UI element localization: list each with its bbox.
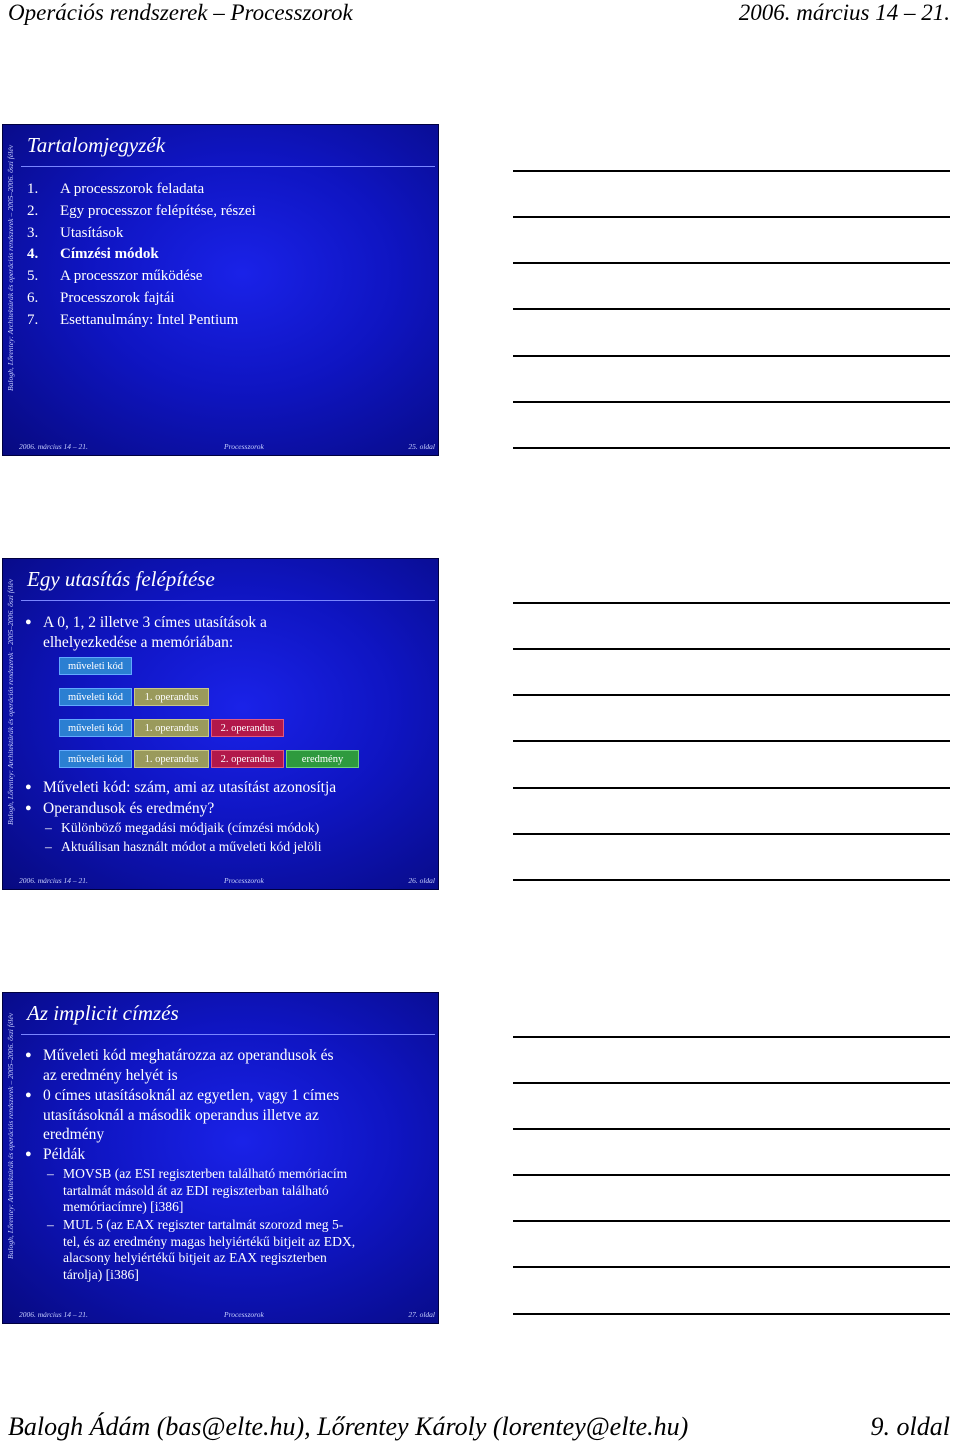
toc-number: 3.: [27, 224, 39, 241]
toc-item: [27, 266, 256, 288]
page-header: [0, 0, 960, 30]
note-line: [513, 1174, 950, 1176]
slide-footer-page: 27. oldal: [408, 1310, 435, 1319]
note-line: [513, 401, 950, 403]
toc-label: Utasítások: [60, 224, 124, 241]
sub-bullet-item: [45, 839, 435, 856]
toc-number: 1.: [27, 181, 39, 197]
sub-bullet-continuation: tárolja) [i386]: [63, 1267, 139, 1283]
slide-footer-date: 2006. március 14 – 21.: [19, 1310, 88, 1319]
bullet-icon: ●: [25, 1049, 32, 1061]
slide-side-label: Balogh, Lőrentey: Architektúrák és operációs rendszerek – 2005–2006. őszi félév: [6, 144, 15, 391]
sub-bullet-text: MOVSB (az ESI regiszterben található memóriacím: [63, 1166, 348, 1181]
bullet-item: [25, 1046, 433, 1085]
page-footer: [0, 1412, 960, 1448]
dash-icon: –: [45, 820, 52, 835]
slide-footer-topic: Processzorok: [224, 876, 264, 885]
note-line: [513, 1128, 950, 1130]
page-footer-page-number: 9. oldal: [870, 1412, 950, 1441]
slide-footer-page: 25. oldal: [408, 442, 435, 451]
opcode-block: műveleti kód: [59, 750, 132, 768]
toc-list: [27, 179, 256, 332]
bullet-icon: ●: [25, 1089, 32, 1101]
bullet-icon: ●: [25, 616, 32, 628]
toc-number: 4.: [27, 246, 39, 263]
sub-bullet-text: Különböző megadási módjaik (címzési módok): [61, 820, 320, 835]
note-line: [513, 216, 950, 218]
page-header-title: Operációs rendszerek – Processzorok: [8, 0, 353, 25]
note-line: [513, 170, 950, 172]
bullet-text: 0 címes utasításoknál az egyetlen, vagy 1 címes: [43, 1087, 340, 1104]
bullet-text-continuation: elhelyezkedése a memóriában:: [43, 633, 234, 651]
slide-footer-page: 26. oldal: [408, 876, 435, 885]
bullet-item: [25, 1086, 433, 1145]
dash-icon: –: [45, 839, 52, 854]
bullet-item: [25, 613, 433, 652]
bullet-icon: ●: [25, 1148, 32, 1160]
page-header-date: 2006. március 14 – 21.: [738, 0, 950, 25]
bullet-text-continuation: utasításoknál a második operandus illetve az: [43, 1106, 319, 1124]
result-block: eredmény: [286, 750, 359, 768]
toc-item: [27, 223, 256, 245]
toc-number: 7.: [27, 311, 39, 328]
toc-label: Processzorok fajtái: [60, 289, 175, 306]
slide-footer-topic: Processzorok: [224, 442, 264, 451]
sub-bullet-continuation: alacsony helyiértékű bitjeit az EAX regiszterben: [63, 1250, 327, 1266]
note-line: [513, 355, 950, 357]
bullet-text: Műveleti kód meghatározza az operandusok és: [43, 1047, 334, 1064]
toc-label: A processzorok feladata: [60, 181, 205, 197]
operand1-block: 1. operandus: [134, 719, 209, 737]
note-line: [513, 1036, 950, 1038]
toc-number: 6.: [27, 289, 39, 306]
slide-title: Egy utasítás felépítése: [27, 567, 215, 591]
slide-table-of-contents: [2, 124, 439, 456]
opcode-block: műveleti kód: [59, 719, 132, 737]
opcode-block: műveleti kód: [59, 688, 132, 706]
dash-icon: –: [47, 1166, 54, 1181]
note-line: [513, 648, 950, 650]
note-line: [513, 740, 950, 742]
note-line: [513, 602, 950, 604]
slide-implicit-addressing: [2, 992, 439, 1324]
sub-bullet-text: Aktuálisan használt módot a műveleti kód jelöli: [61, 839, 322, 854]
bullet-text: A 0, 1, 2 illetve 3 címes utasítások a: [43, 614, 267, 631]
operand1-block: 1. operandus: [134, 750, 209, 768]
bullet-icon: ●: [25, 781, 32, 793]
toc-item: [27, 179, 256, 201]
toc-item: [27, 244, 256, 266]
note-line: [513, 1266, 950, 1268]
note-line: [513, 262, 950, 264]
toc-label: Esettanulmány: Intel Pentium: [60, 311, 239, 328]
toc-item: [27, 288, 256, 310]
slide-footer: [19, 876, 435, 888]
toc-label: Egy processzor felépítése, részei: [60, 202, 256, 219]
slide-footer: [19, 442, 435, 454]
title-divider: [21, 1034, 435, 1035]
toc-label: Címzési módok: [60, 246, 159, 263]
toc-item: [27, 310, 256, 332]
sub-bullet-continuation: tel, és az eredmény magas helyiértékű bitjeit az EDX,: [63, 1233, 356, 1249]
dash-icon: –: [47, 1217, 54, 1232]
note-line: [513, 1313, 950, 1315]
slide-footer-topic: Processzorok: [224, 1310, 264, 1319]
toc-number: 5.: [27, 268, 39, 285]
bullet-text-continuation: eredmény: [43, 1126, 105, 1144]
slide-footer-date: 2006. március 14 – 21.: [19, 442, 88, 451]
bullet-text-continuation: az eredmény helyét is: [43, 1066, 178, 1084]
slide-side-label: Balogh, Lőrentey: Architektúrák és operációs rendszerek – 2005–2006. őszi félév: [6, 578, 15, 825]
bullet-item: [25, 799, 433, 819]
page-footer-authors: Balogh Ádám (bas@elte.hu), Lőrentey Károly (lorentey@elte.hu): [8, 1412, 689, 1441]
note-line: [513, 694, 950, 696]
title-divider: [21, 600, 435, 601]
sub-bullet-item: [47, 1166, 437, 1216]
toc-number: 2.: [27, 202, 39, 219]
sub-bullet-item: [45, 820, 435, 837]
title-divider: [21, 166, 435, 167]
bullet-icon: ●: [25, 802, 32, 814]
bullet-text: Példák: [43, 1146, 86, 1163]
bullet-text: Operandusok és eredmény?: [43, 800, 215, 817]
slide-footer: [19, 1310, 435, 1322]
sub-bullet-text: MUL 5 (az EAX regiszter tartalmát szorozd meg 5-: [63, 1217, 344, 1232]
slide-instruction-structure: [2, 558, 439, 890]
toc-item: [27, 201, 256, 223]
slide-title: Az implicit címzés: [27, 1001, 179, 1025]
opcode-block: műveleti kód: [59, 657, 132, 675]
note-line: [513, 308, 950, 310]
sub-bullet-continuation: tartalmát másold át az EDI regiszterban található: [63, 1182, 329, 1198]
note-line: [513, 879, 950, 881]
operand1-block: 1. operandus: [134, 688, 209, 706]
sub-bullet-continuation: memóriacímre) [i386]: [63, 1199, 184, 1215]
slide-footer-date: 2006. március 14 – 21.: [19, 876, 88, 885]
sub-bullet-item: [47, 1217, 437, 1284]
note-line: [513, 833, 950, 835]
operand2-block: 2. operandus: [211, 719, 284, 737]
bullet-item: [25, 778, 433, 798]
note-line: [513, 787, 950, 789]
note-line: [513, 1220, 950, 1222]
toc-label: A processzor működése: [60, 268, 203, 285]
bullet-text: Műveleti kód: szám, ami az utasítást azonosítja: [43, 779, 337, 796]
slide-title: Tartalomjegyzék: [27, 133, 166, 157]
note-line: [513, 447, 950, 449]
operand2-block: 2. operandus: [211, 750, 284, 768]
bullet-item: [25, 1145, 433, 1165]
note-line: [513, 1082, 950, 1084]
slide-side-label: Balogh, Lőrentey: Architektúrák és operációs rendszerek – 2005–2006. őszi félév: [6, 1012, 15, 1259]
